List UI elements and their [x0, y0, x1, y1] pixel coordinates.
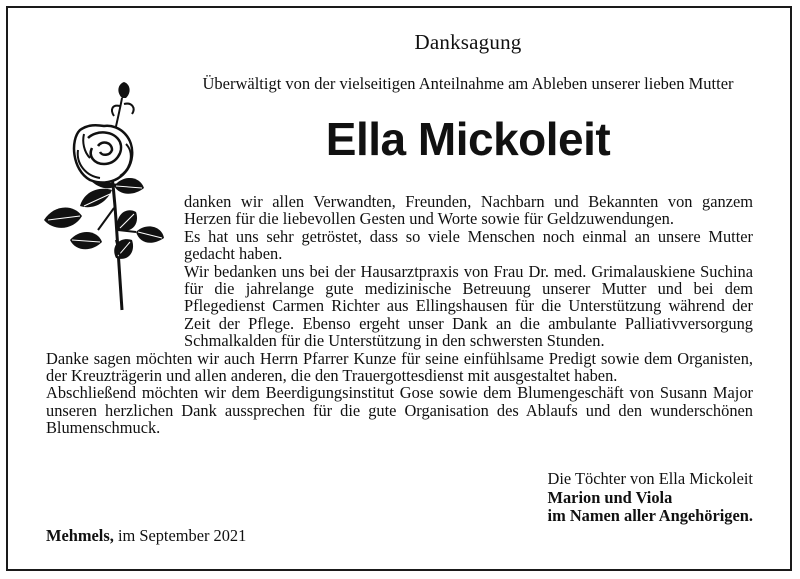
- notice-body: [46, 193, 753, 437]
- notice-intro: Überwältigt von der vielseitigen Anteilnahme am Ableben unserer lieben Mutter: [202, 74, 734, 93]
- body-paragraph-5: Abschließend möchten wir dem Beerdigungsinstitut Gose sowie dem Blumengeschäft von Susann Major unseren herzlichen Dank aussprechen für die gute Organisation des Ablaufs und den wunderschönen Blumenschmuck.: [46, 383, 753, 438]
- signature-line-3: im Namen aller Angehörigen.: [547, 506, 753, 525]
- signature-names: Marion und Viola: [547, 487, 673, 507]
- place-date: [46, 526, 246, 546]
- body-paragraph-1: danken wir allen Verwandten, Freunden, Nachbarn und Bekannten von ganzem Herzen für die liebevollen Gesten und Worte sowie für Geldzuwendungen.: [184, 192, 753, 229]
- body-paragraph-2: Es hat uns sehr getröstet, dass so viele Menschen noch einmal an unsere Mutter gedacht haben.: [184, 226, 753, 264]
- signature-line-1: Die Töchter von Ella Mickoleit: [547, 469, 753, 488]
- rose-spacer: [46, 193, 184, 341]
- body-paragraph-3: Wir bedanken uns bei der Hausarztpraxis von Frau Dr. med. Grimalauskiene Suchina für die jahrelange gute medizinische Betreuung unserer Mutter und bei dem Pflegedienst Carmen Richter aus Ellingshausen für die Unterstützung während der Zeit der Pflege. Ebenso ergeht unser Dank an die ambulante Palliativversorgung Schmalkalden für die Unterstützung in den schwersten Stunden.: [184, 261, 753, 351]
- date: im September 2021: [117, 526, 247, 545]
- notice-heading: Danksagung: [414, 30, 522, 54]
- body-paragraph-4: Danke sagen möchten wir auch Herrn Pfarrer Kunze für seine einfühlsame Predigt sowie dem Organisten, der Kreuzträgerin und allen anderen, die den Trauergottesdienst mit ausgestaltet haben.: [46, 348, 753, 386]
- place: Mehmels,: [46, 526, 114, 545]
- deceased-name: Ella Mickoleit: [325, 113, 611, 165]
- signature-block: [548, 470, 753, 526]
